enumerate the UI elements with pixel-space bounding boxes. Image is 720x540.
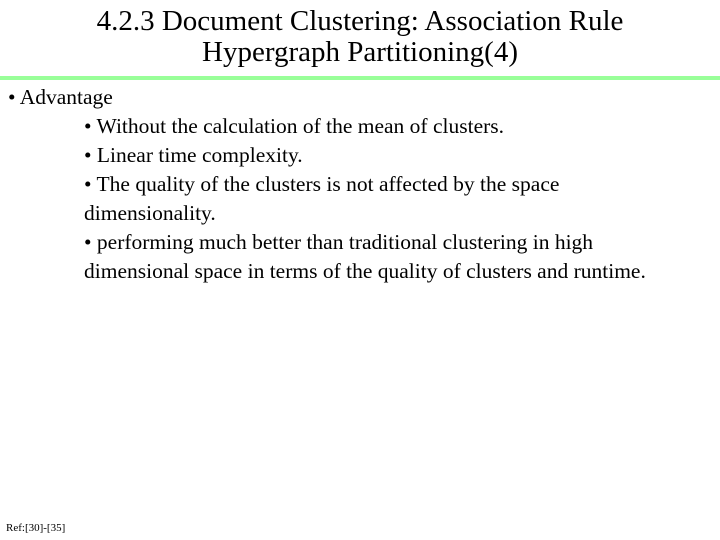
sub-bullet-performance: • performing much better than traditional clustering in high dimensional space in terms of the quality of clusters and runtime. xyxy=(84,230,646,283)
slide-title xyxy=(0,6,720,68)
bullet-advantage: • Advantage xyxy=(8,85,113,109)
advantage-sub-list xyxy=(8,112,708,286)
sub-bullet-no-mean: • Without the calculation of the mean of clusters. xyxy=(84,114,505,138)
sub-bullet-linear-time: • Linear time complexity. xyxy=(84,143,303,167)
reference-footer: Ref:[30]-[35] xyxy=(6,522,66,534)
slide-title-line-2: Hypergraph Partitioning(4) xyxy=(202,36,518,68)
title-divider xyxy=(0,76,720,80)
sub-bullet-quality-dimensionality: • The quality of the clusters is not affected by the space dimensionality. xyxy=(84,172,560,225)
slide-title-line-1: 4.2.3 Document Clustering: Association Rule xyxy=(96,5,624,37)
slide-body xyxy=(8,83,708,286)
